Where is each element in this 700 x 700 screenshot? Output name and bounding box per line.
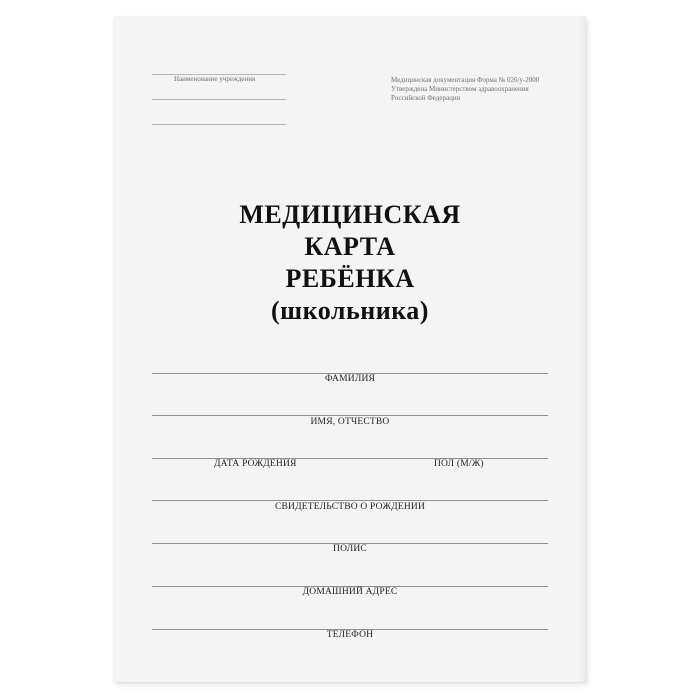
name-patronymic-label: ИМЯ, ОТЧЕСТВО xyxy=(310,417,390,427)
institution-line-3 xyxy=(152,124,286,125)
sheet-edge-shading xyxy=(578,17,586,682)
title-line-1: МЕДИЦИНСКАЯ xyxy=(239,200,461,229)
title-line-2: КАРТА xyxy=(304,232,396,261)
institution-line-2 xyxy=(152,99,286,100)
birth-date-line xyxy=(152,458,548,459)
birth-date-label: ДАТА РОЖДЕНИЯ xyxy=(214,459,297,469)
form-note-line-3: Российской Федерации xyxy=(391,94,461,102)
sex-label: ПОЛ (М/Ж) xyxy=(434,459,484,469)
form-note-line-1: Медицинская документация Форма № 026/у-2000 xyxy=(391,76,540,84)
birth-certificate-line xyxy=(152,500,548,501)
phone-label: ТЕЛЕФОН xyxy=(326,630,374,640)
form-note-line-2: Утверждена Министерством здравоохранения xyxy=(391,85,529,93)
birth-certificate-label: СВИДЕТЕЛЬСТВО О РОЖДЕНИИ xyxy=(274,502,426,512)
name-patronymic-line xyxy=(152,415,548,416)
title-line-4: (школьника) xyxy=(271,296,429,325)
surname-label: ФАМИЛИЯ xyxy=(324,374,376,384)
medical-card-cover xyxy=(114,17,586,682)
home-address-label: ДОМАШНИЙ АДРЕС xyxy=(302,587,398,597)
form-note xyxy=(391,76,539,103)
title-line-3: РЕБЁНКА xyxy=(285,264,415,293)
institution-label: Наименование учреждения xyxy=(174,75,256,83)
document-title xyxy=(114,199,586,327)
policy-label: ПОЛИС xyxy=(333,544,367,554)
